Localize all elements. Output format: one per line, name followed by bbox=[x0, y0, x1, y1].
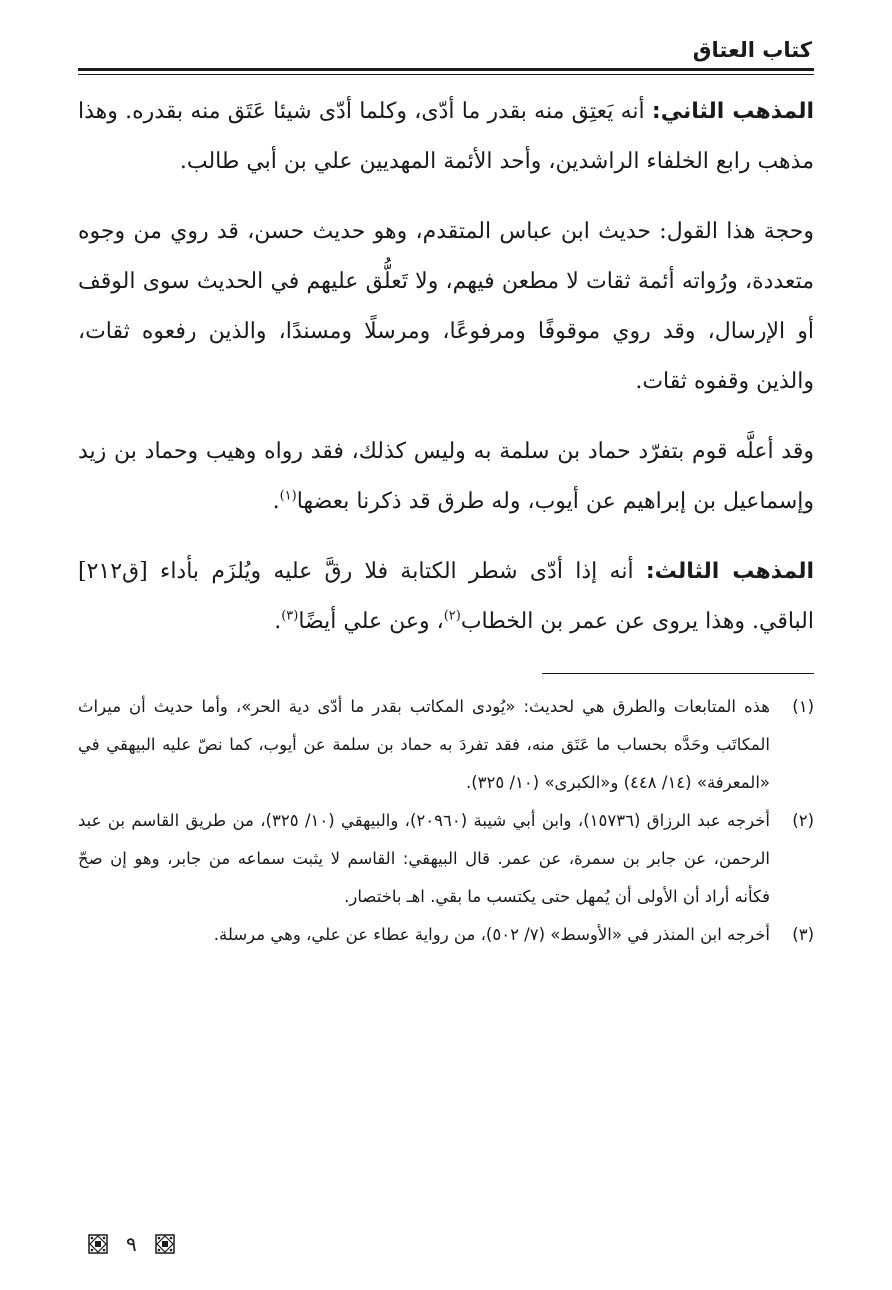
footnote-text: أخرجه عبد الرزاق (١٥٧٣٦)، وابن أبي شيبة (٢٠٩٦٠)، والبيهقي (١٠/ ٣٢٥)، من طريق القاسم بن عبد الرحمن، عن جابر بن سمرة، عن عمر. قال البيهقي: القاسم لا يثبت سماعه من جابر، وهو إن صحّ فكأنه أراد أن الأولى أن يُمهل حتى يكتسب ما بقي. اهـ باختصار. bbox=[78, 811, 770, 906]
ornament-icon bbox=[88, 1234, 108, 1254]
book-title: كتاب العتاق bbox=[692, 38, 812, 62]
footnotes bbox=[78, 688, 814, 954]
paragraph-4-end: . bbox=[274, 609, 282, 634]
footnote-number: (٢) bbox=[792, 811, 814, 830]
footnote-number: (٣) bbox=[792, 925, 814, 944]
footnote-ref-3[interactable]: (٣) bbox=[281, 608, 299, 624]
footnote-ref-2[interactable]: (٢) bbox=[443, 608, 461, 624]
paragraph-4 bbox=[78, 547, 814, 647]
footnote-2 bbox=[78, 802, 814, 916]
section-heading-3: المذهب الثالث: bbox=[645, 559, 814, 584]
footnote-text: أخرجه ابن المنذر في «الأوسط» (٧/ ٥٠٢)، من رواية عطاء عن علي، وهي مرسلة. bbox=[213, 925, 770, 944]
paragraph-4-mid: ، وعن علي أيضًا bbox=[298, 609, 444, 634]
paragraph-4-text: أنه إذا أدّى شطر الكتابة فلا رقَّ عليه ويُلزَم بأداء [ق٢١٢] الباقي. وهذا يروى عن عمر بن الخطاب bbox=[78, 559, 814, 634]
section-heading-2: المذهب الثاني: bbox=[651, 99, 815, 124]
footnote-3 bbox=[78, 916, 814, 954]
footnote-text: هذه المتابعات والطرق هي لحديث: «يُودى المكاتب بقدر ما أدّى دية الحر»، وأما حديث أن ميراث المكاتَب وحَدَّه بحساب ما عَتَق منه، فقد تفردَ به حماد بن سلمة عن أيوب، كما نصّ عليه البيهقي في «المعرفة» (١٤/ ٤٤٨) و«الكبرى» (١٠/ ٣٢٥). bbox=[78, 697, 770, 792]
paragraph-2 bbox=[78, 207, 814, 407]
footnote-1 bbox=[78, 688, 814, 802]
footnote-number: (١) bbox=[792, 697, 814, 716]
paragraph-3-text: وقد أعلَّه قوم بتفرّد حماد بن سلمة به وليس كذلك، فقد رواه وهيب وحماد بن زيد وإسماعيل بن إبراهيم عن أيوب، وله طرق قد ذكرنا بعضها bbox=[78, 439, 814, 514]
footnote-separator bbox=[542, 673, 814, 674]
paragraph-3 bbox=[78, 427, 814, 527]
header-rule-thick bbox=[78, 68, 814, 71]
book-page bbox=[78, 36, 814, 1266]
page-footer bbox=[88, 1232, 175, 1256]
page-number: ٩ bbox=[126, 1232, 137, 1256]
paragraph-3-end: . bbox=[272, 489, 280, 514]
paragraph-1-text: أنه يَعتِق منه بقدر ما أدّى، وكلما أدّى شيئا عَتَق منه بقدره. وهذا مذهب رابع الخلفاء الراشدين، وأحد الأئمة المهديين علي بن أبي طالب. bbox=[78, 99, 814, 174]
main-text bbox=[78, 87, 814, 647]
running-header bbox=[78, 36, 814, 66]
paragraph-2-text: وحجة هذا القول: حديث ابن عباس المتقدم، وهو حديث حسن، قد روي من وجوه متعددة، ورُواته أئمة ثقات لا مطعن فيهم، ولا تَعلُّق عليهم في الحديث سوى الوقف أو الإرسال، وقد روي موقوفًا ومرفوعًا، ومرسلًا ومسندًا، والذين رفعوه ثقات، والذين وقفوه ثقات. bbox=[78, 219, 814, 394]
footnote-ref-1[interactable]: (١) bbox=[279, 488, 297, 504]
paragraph-1 bbox=[78, 87, 814, 187]
header-rule-thin bbox=[78, 74, 814, 75]
ornament-icon bbox=[155, 1234, 175, 1254]
